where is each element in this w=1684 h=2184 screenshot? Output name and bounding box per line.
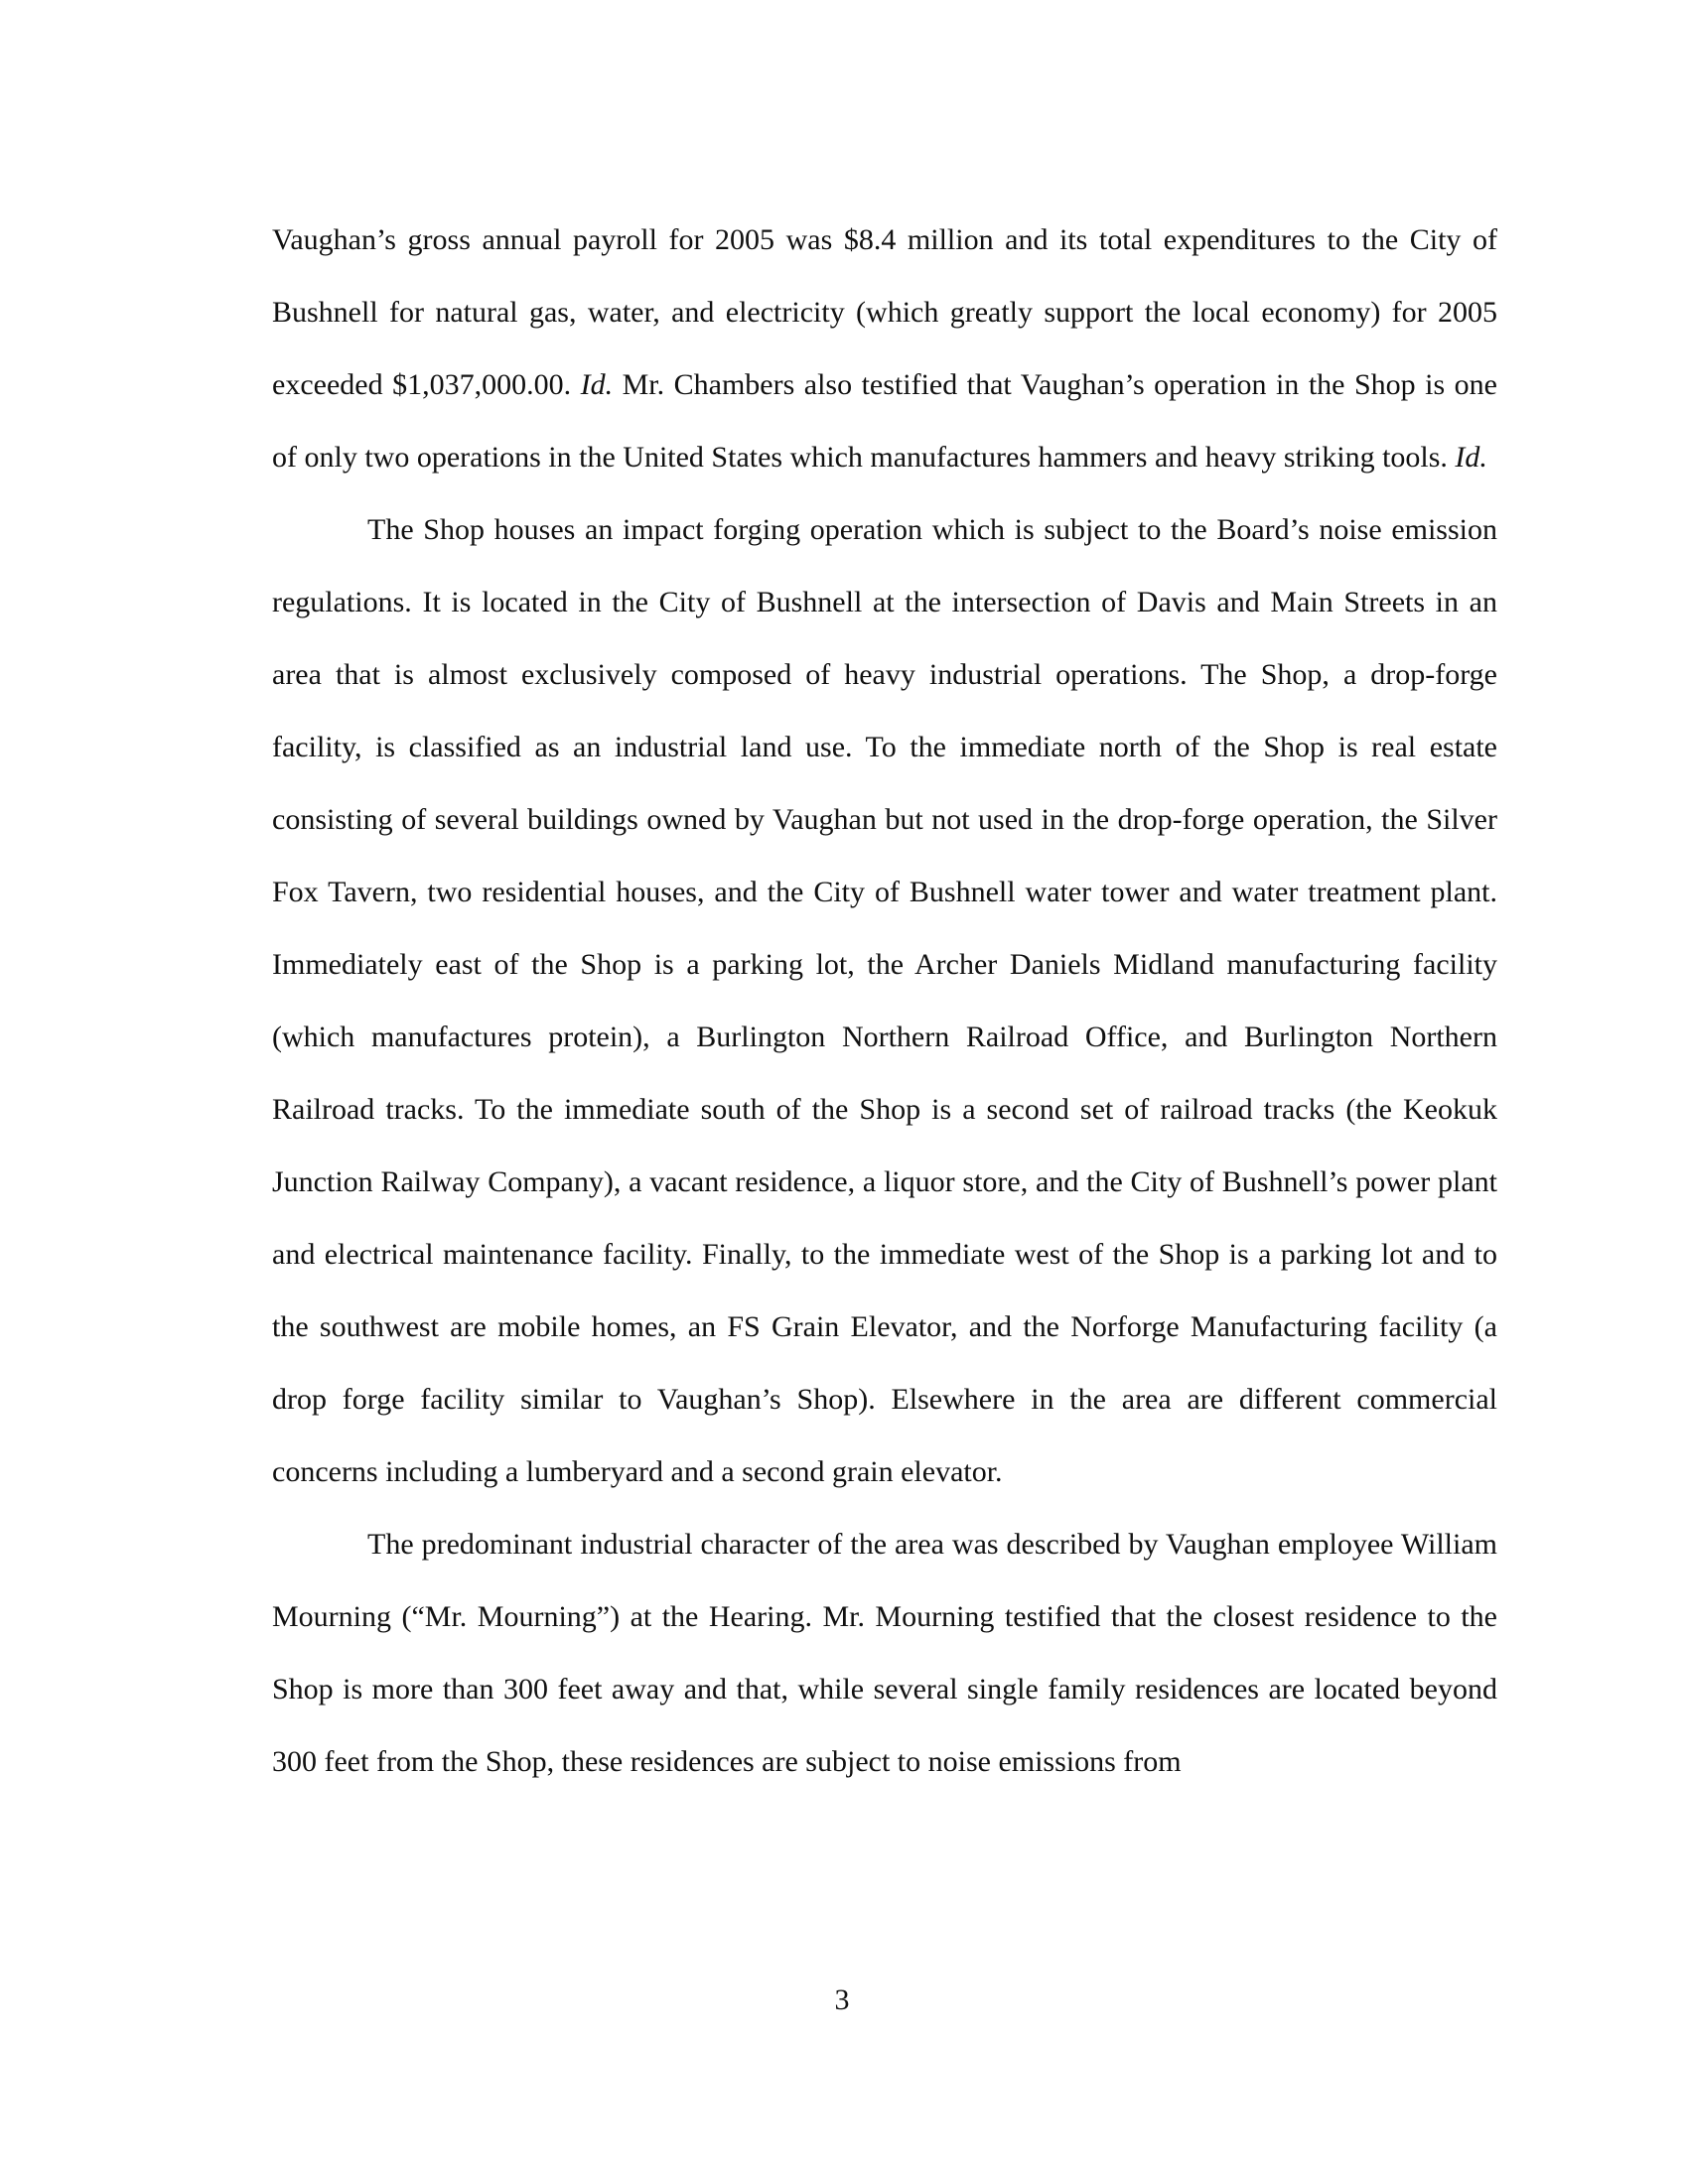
citation-id: Id.	[580, 368, 614, 401]
page-number: 3	[834, 1983, 850, 2016]
paragraph-industrial-character	[272, 1508, 1497, 1798]
text-segment: Mr. Chambers also testified that Vaughan’s operation in the Shop is one of only two operations in the United States which manufactures hammers and heavy striking tools.	[272, 368, 1497, 474]
paragraph-payroll	[272, 204, 1497, 493]
text-segment: The predominant industrial character of the area was described by Vaughan employee William Mourning (“Mr. Mourning”) at the Hearing. Mr. Mourning testified that the closest residence to the Shop is more than 300 feet away and that, while several single family residences are located beyond 300 feet from the Shop, these residences are subject to noise emissions from	[272, 1528, 1497, 1778]
text-segment: The Shop houses an impact forging operation which is subject to the Board’s noise emission regulations. It is located in the City of Bushnell at the intersection of Davis and Main Streets in an area that is almost exclusively composed of heavy industrial operations. The Shop, a drop-forge facility, is classified as an industrial land use. To the immediate north of the Shop is real estate consisting of several buildings owned by Vaughan but not used in the drop-forge operation, the Silver Fox Tavern, two residential houses, and the City of Bushnell water tower and water treatment plant. Immediately east of the Shop is a parking lot, the Archer Daniels Midland manufacturing facility (which manufactures protein), a Burlington Northern Railroad Office, and Burlington Northern Railroad tracks. To the immediate south of the Shop is a second set of railroad tracks (the Keokuk Junction Railway Company), a vacant residence, a liquor store, and the City of Bushnell’s power plant and electrical maintenance facility. Finally, to the immediate west of the Shop is a parking lot and to the southwest are mobile homes, an FS Grain Elevator, and the Norforge Manufacturing facility (a drop forge facility similar to Vaughan’s Shop). Elsewhere in the area are different commercial concerns including a lumberyard and a second grain elevator.	[272, 513, 1497, 1488]
body-text	[272, 204, 1497, 1798]
citation-id: Id.	[1455, 441, 1487, 474]
text-segment: Vaughan’s gross annual payroll for 2005 was $8.4 million and its total expenditures to the City of Bushnell for natural gas, water, and electricity (which greatly support the local economy) for 2005 exceeded $1,037,000.00.	[272, 223, 1497, 401]
paragraph-shop-location	[272, 493, 1497, 1508]
